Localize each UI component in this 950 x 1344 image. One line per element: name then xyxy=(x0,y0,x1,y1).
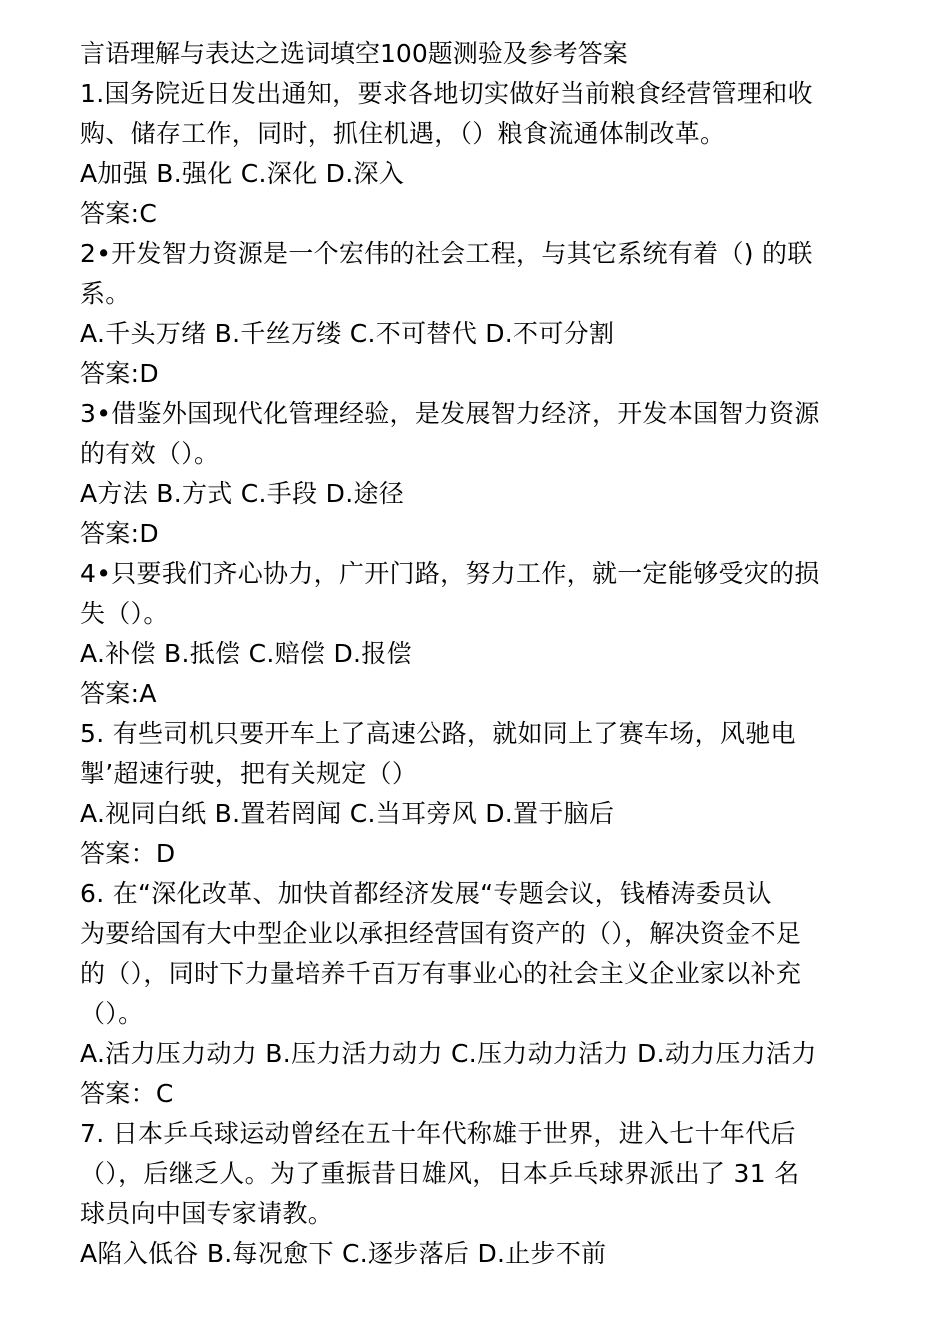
question-7-line-2: （），后继乏人。为了重振昔日雄风，日本乒乓球界派出了 31 名 xyxy=(80,1159,800,1188)
question-2-line-2: 系。 xyxy=(80,279,131,308)
question-6 xyxy=(80,874,870,1114)
question-5-options: A.视同白纸 B.置若罔闻 C.当耳旁风 D.置于脑后 xyxy=(80,799,615,828)
question-5-line-2: 掣’超速行驶，把有关规定（） xyxy=(80,759,418,788)
question-4-answer: 答案:A xyxy=(80,679,157,708)
question-2-answer: 答案:D xyxy=(80,359,159,388)
question-1 xyxy=(80,74,870,234)
question-4 xyxy=(80,554,870,714)
question-4-line-1: 4•只要我们齐心协力，广开门路，努力工作，就一定能够受灾的损 xyxy=(80,559,820,588)
question-4-line-2: 失（）。 xyxy=(80,599,169,628)
question-6-line-4: （）。 xyxy=(80,999,144,1028)
question-2-line-1: 2•开发智力资源是一个宏伟的社会工程，与其它系统有着（) 的联 xyxy=(80,239,813,268)
question-3-answer: 答案:D xyxy=(80,519,159,548)
question-5 xyxy=(80,714,870,874)
question-4-options: A.补偿 B.抵偿 C.赔偿 D.报偿 xyxy=(80,639,412,668)
question-2 xyxy=(80,234,870,394)
question-3-line-1: 3•借鉴外国现代化管理经验，是发展智力经济，开发本国智力资源 xyxy=(80,399,820,428)
question-1-answer: 答案:C xyxy=(80,199,158,228)
question-7 xyxy=(80,1114,870,1274)
question-1-line-2: 购、储存工作，同时，抓住机遇，（）粮食流通体制改革。 xyxy=(80,119,726,148)
question-6-line-2: 为要给国有大中型企业以承担经营国有资产的（），解决资金不足 xyxy=(80,919,802,948)
question-5-line-1: 5. 有些司机只要开车上了高速公路，就如同上了赛车场，风驰电 xyxy=(80,719,796,748)
question-3 xyxy=(80,394,870,554)
question-7-line-3: 球员向中国专家请教。 xyxy=(80,1199,334,1228)
question-6-line-1: 6. 在“深化改革、加快首都经济发展“专题会议，钱椿涛委员认 xyxy=(80,879,772,908)
question-6-answer: 答案：C xyxy=(80,1079,174,1108)
question-3-options: A方法 B.方式 C.手段 D.途径 xyxy=(80,479,405,508)
question-5-answer: 答案：D xyxy=(80,839,176,868)
document-title: 言语理解与表达之选词填空100题测验及参考答案 xyxy=(80,39,628,68)
question-6-line-3: 的（），同时下力量培养千百万有事业心的社会主义企业家以补充 xyxy=(80,959,802,988)
question-1-options: A加强 B.强化 C.深化 D.深入 xyxy=(80,159,405,188)
question-1-line-1: 1.国务院近日发出通知，要求各地切实做好当前粮食经营管理和收 xyxy=(80,79,813,108)
question-6-options: A.活力压力动力 B.压力活力动力 C.压力动力活力 D.动力压力活力 xyxy=(80,1039,817,1068)
question-2-options: A.千头万绪 B.千丝万缕 C.不可替代 D.不可分割 xyxy=(80,319,615,348)
question-7-options: A陷入低谷 B.每况愈下 C.逐步落后 D.止步不前 xyxy=(80,1239,607,1268)
document-page xyxy=(80,34,870,1274)
question-3-line-2: 的有效（）。 xyxy=(80,439,220,468)
question-7-line-1: 7. 日本乒乓球运动曾经在五十年代称雄于世界，进入七十年代后 xyxy=(80,1119,796,1148)
